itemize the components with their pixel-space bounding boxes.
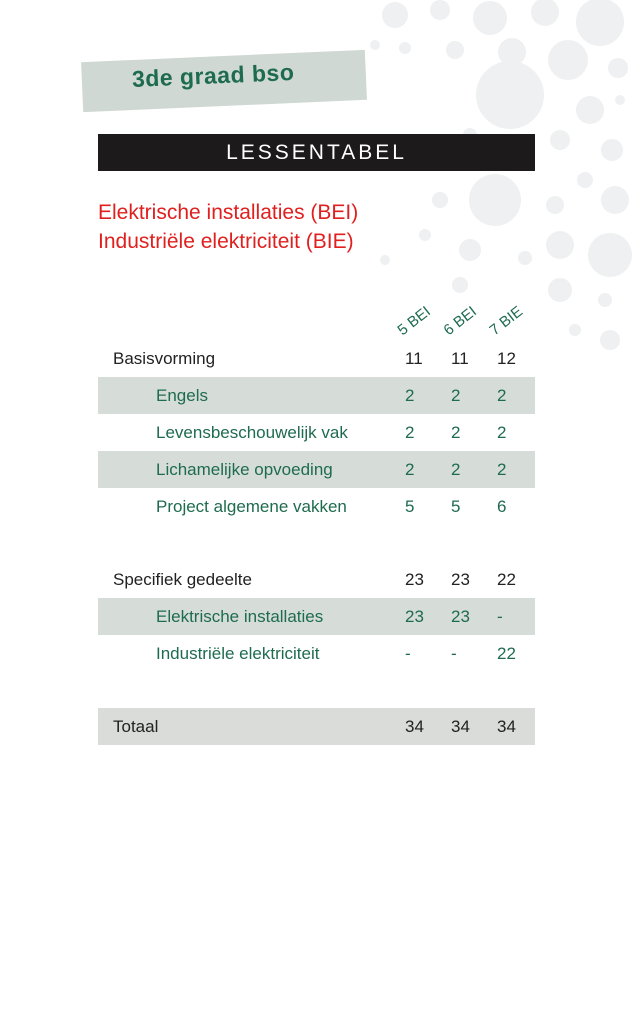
- cell-7bie: 2: [497, 460, 507, 479]
- cell-5bei: 34: [405, 717, 424, 736]
- cell-5bei: 2: [405, 423, 415, 442]
- table-row-levensbeschouwelijk-vak: [98, 414, 535, 451]
- table-row-specifiek-gedeelte: [98, 561, 535, 598]
- row-label: Project algemene vakken: [156, 497, 347, 516]
- cell-7bie: 2: [497, 386, 507, 405]
- cell-5bei: 11: [405, 349, 423, 368]
- column-header-7bie: 7 BIE: [486, 303, 526, 339]
- row-label: Industriële elektriciteit: [156, 644, 320, 663]
- cell-6bei: 5: [451, 497, 461, 516]
- cell-6bei: 11: [451, 349, 469, 368]
- cell-5bei: 23: [405, 607, 424, 626]
- cell-6bei: 23: [451, 570, 470, 589]
- table-row-elektrische-installaties: [98, 598, 535, 635]
- cell-7bie: 12: [497, 349, 516, 368]
- cell-6bei: 23: [451, 607, 470, 626]
- cell-7bie: 22: [497, 570, 516, 589]
- table-row-engels: [98, 377, 535, 414]
- cell-7bie: 2: [497, 423, 507, 442]
- cell-6bei: -: [451, 644, 457, 663]
- cell-7bie: 22: [497, 644, 516, 663]
- cell-6bei: 2: [451, 460, 461, 479]
- cell-5bei: 5: [405, 497, 415, 516]
- cell-7bie: 34: [497, 717, 516, 736]
- row-label: Engels: [156, 386, 208, 405]
- row-label: Elektrische installaties: [156, 607, 324, 626]
- cell-7bie: 6: [497, 497, 507, 516]
- cell-6bei: 2: [451, 386, 461, 405]
- band-title: LESSENTABEL: [226, 141, 407, 164]
- title-band: [98, 134, 535, 171]
- table-row-project-algemene-vakken: [98, 488, 535, 525]
- cell-6bei: 34: [451, 717, 470, 736]
- cell-5bei: 23: [405, 570, 424, 589]
- table-row-lichamelijke-opvoeding: [98, 451, 535, 488]
- cell-5bei: 2: [405, 460, 415, 479]
- column-header-5bei: 5 BEI: [394, 303, 434, 339]
- cell-5bei: -: [405, 644, 411, 663]
- table-row-totaal: [98, 708, 535, 745]
- row-label: Totaal: [113, 717, 159, 736]
- column-header-6bei: 6 BEI: [440, 303, 480, 339]
- row-label: Levensbeschouwelijk vak: [156, 423, 348, 442]
- row-label: Basisvorming: [113, 349, 216, 368]
- row-label: Specifiek gedeelte: [113, 570, 252, 589]
- table-row-basisvorming: [98, 340, 535, 377]
- cell-5bei: 2: [405, 386, 415, 405]
- grade-label: 3de graad bso: [131, 58, 295, 92]
- subtitle-bei: Elektrische installaties (BEI): [98, 201, 359, 224]
- cell-6bei: 2: [451, 423, 461, 442]
- row-label: Lichamelijke opvoeding: [156, 460, 333, 479]
- table-row-industriele-elektriciteit: [98, 635, 535, 672]
- subtitle-bie: Industriële elektriciteit (BIE): [98, 230, 354, 253]
- cell-7bie: -: [497, 607, 503, 626]
